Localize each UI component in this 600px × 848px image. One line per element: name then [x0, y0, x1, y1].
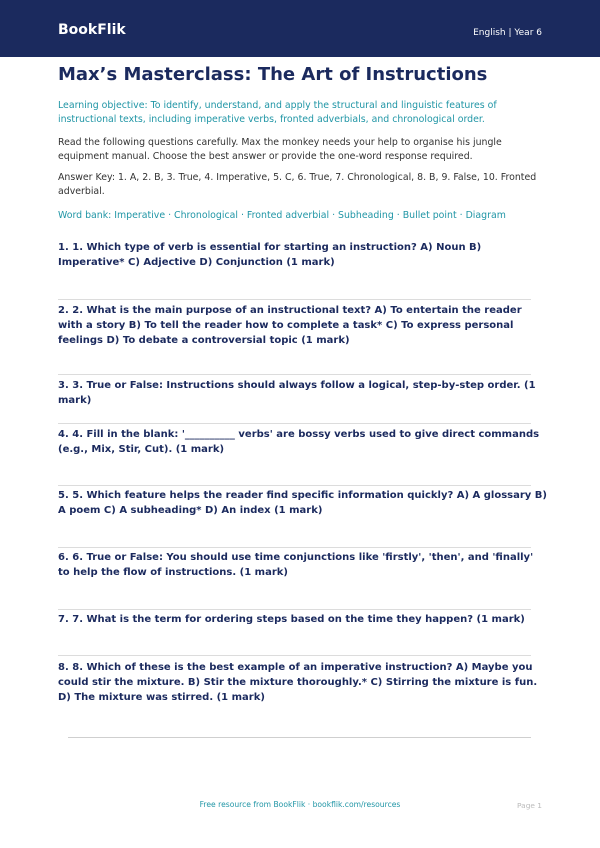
question-2: 2. 2. What is the main purpose of an instructional text? A) To entertain the reader with a story B) To tell the reader how to complete a task* C) To express personal feelings D) To debate a controversial topic (1 mark) — [58, 305, 522, 346]
question-4: 4. 4. Fill in the blank: '__________ verbs' are bossy verbs used to give direct commands (e.g., Mix, Stir, Cut). (1 mark) — [58, 429, 540, 455]
question-5: 5. 5. Which feature helps the reader find specific information quickly? A) A glossary B) A poem C) A subheading* D) An index (1 mark) — [58, 490, 547, 516]
question-divider — [58, 547, 531, 548]
question-6: 6. 6. True or False: You should use time conjunctions like 'firstly', 'then', and 'finally' to help the flow of instructions. (1 mark) — [58, 552, 534, 578]
question-divider — [58, 485, 531, 486]
question-divider — [58, 423, 531, 424]
header-bar — [0, 0, 600, 57]
question-8: 8. 8. Which of these is the best example of an imperative instruction? A) Maybe you could stir the mixture. B) Stir the mixture thoroughly.* C) Stirring the mixture is fun. D) The mixture was stirred. (1 mark) — [58, 662, 538, 703]
learning-objective: Learning objective: To identify, understand, and apply the structural and linguistic features of instructional texts, including imperative verbs, fronted adverbials, and chronological order. — [58, 100, 497, 125]
instructions-text: Read the following questions carefully. Max the monkey needs your help to organise his jungle equipment manual. Choose the best answer or provide the one-word response required. — [58, 137, 502, 162]
subject-year-label: English | Year 6 — [473, 28, 542, 38]
question-divider — [58, 374, 531, 375]
question-divider — [58, 609, 531, 610]
answer-line — [68, 737, 531, 738]
answer-key: Answer Key: 1. A, 2. B, 3. True, 4. Imperative, 5. C, 6. True, 7. Chronological, 8. B, 9. False, 10. Fronted adverbial. — [58, 172, 537, 197]
question-7: 7. 7. What is the term for ordering steps based on the time they happen? (1 mark) — [58, 614, 525, 625]
question-divider — [58, 299, 531, 300]
footer-link[interactable]: Free resource from BookFlik · bookflik.com/resources — [199, 800, 401, 809]
question-1: 1. 1. Which type of verb is essential for starting an instruction? A) Noun B) Imperative* C) Adjective D) Conjunction (1 mark) — [58, 242, 482, 268]
question-divider — [58, 655, 531, 656]
worksheet-title: Max’s Masterclass: The Art of Instructions — [58, 64, 488, 85]
page-number: Page 1 — [517, 801, 542, 810]
brand-logo[interactable]: BookFlik — [58, 22, 126, 38]
word-bank: Word bank: Imperative · Chronological · Fronted adverbial · Subheading · Bullet point · Diagram — [58, 210, 506, 221]
question-3: 3. 3. True or False: Instructions should always follow a logical, step-by-step order. (1 mark) — [58, 380, 536, 406]
